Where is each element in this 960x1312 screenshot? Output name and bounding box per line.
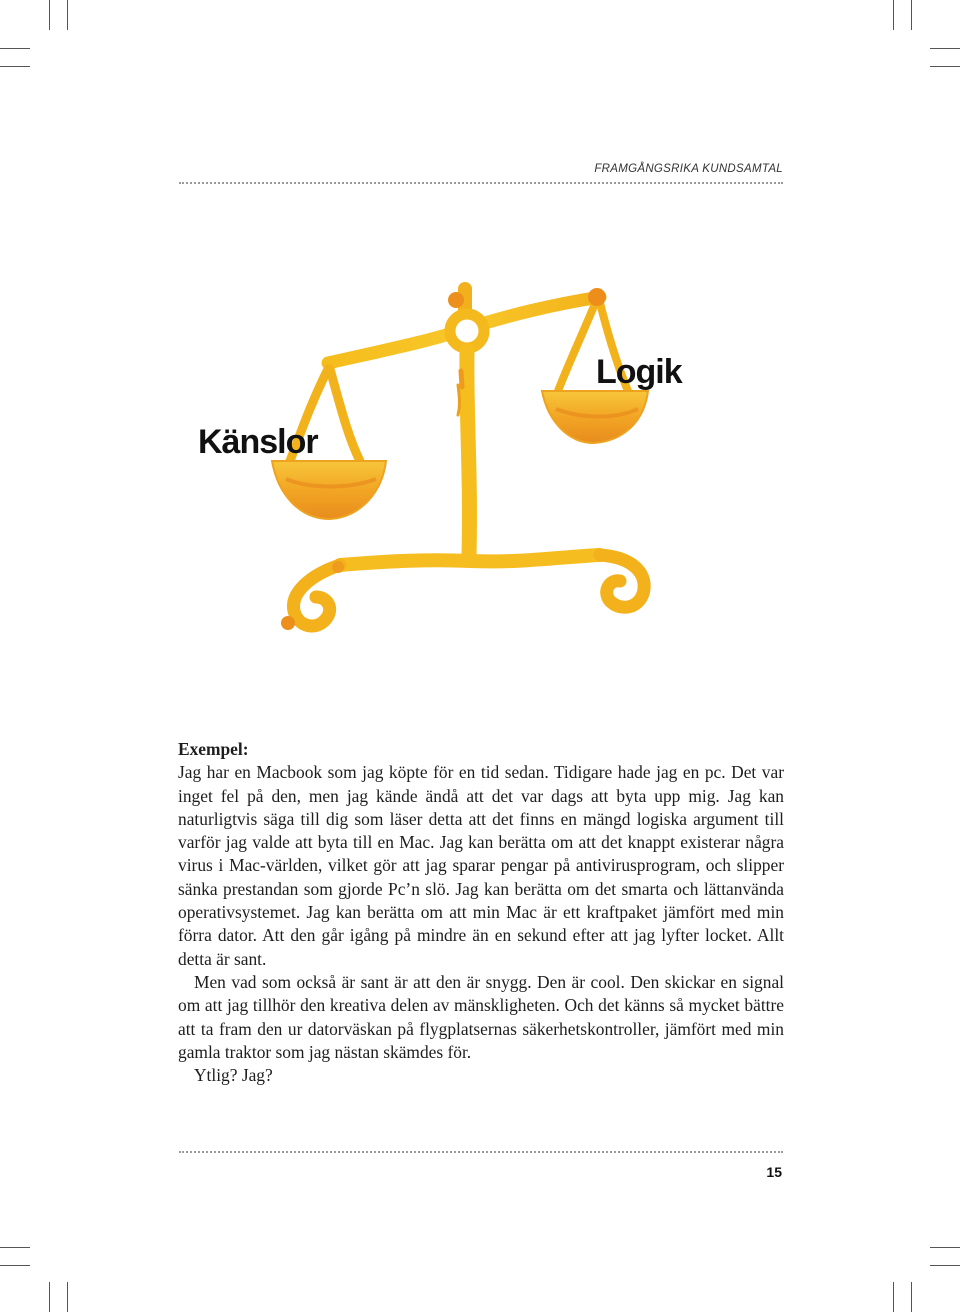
left-scroll	[293, 565, 340, 626]
crop-mark	[893, 0, 894, 30]
running-head: FRAMGÅNGSRIKA KUNDSAMTAL	[594, 163, 783, 175]
crop-mark	[911, 1282, 912, 1312]
paragraph: Jag har en Macbook som jag köpte för en tid sedan. Tidigare hade jag en pc. Det var inget fel på den, men jag kände ändå att det var dags att byta upp mig. Jag kan naturligtvis säga till dig som läser detta att det finns en mängd logiska argument till varför jag valde att byta till en Mac. Jag kan berätta om att det knappt existerar några virus i Mac-världen, vilket gör att jag sparar pengar på antivirusprogram, och slipper sänka prestandan som gjorde Pc’n slö. Jag kan berätta om det smarta och lättanvända operativsystemet. Jag kan berätta om att min Mac är ett kraftpaket jämfört med min förra dator. Att den går igång på mindre än en sekund efter att jag lyfter locket. Allt detta är sant.	[178, 762, 784, 969]
crop-mark	[930, 48, 960, 49]
footer-rule	[179, 1151, 783, 1153]
left-bowl	[272, 461, 386, 519]
crop-mark	[49, 0, 50, 30]
scale-pillar	[467, 351, 470, 557]
header-rule	[179, 182, 783, 184]
right-label: Logik	[596, 353, 682, 391]
crop-mark	[0, 1265, 30, 1266]
balance-scale-illustration	[190, 275, 710, 655]
page-number: 15	[766, 1164, 782, 1180]
crop-mark	[49, 1282, 50, 1312]
crop-mark	[893, 1282, 894, 1312]
crop-mark	[0, 48, 30, 49]
section-heading: Exempel:	[178, 739, 249, 759]
paragraph: Ytlig? Jag?	[194, 1065, 273, 1086]
right-string	[558, 299, 597, 391]
crop-mark	[930, 1247, 960, 1248]
left-label: Känslor	[198, 423, 318, 461]
crop-mark	[930, 66, 960, 67]
balance-scale-icon	[281, 288, 644, 630]
crop-mark	[930, 1265, 960, 1266]
crop-mark	[67, 0, 68, 30]
crop-mark	[67, 1282, 68, 1312]
paragraph: Men vad som också är sant är att den är snygg. Den är cool. Den skickar en signal om att jag tillhör den kreativa delen av mänskligheten. Och det känns så mycket bättre att ta fram den ur datorväskan på flygplatsernas säkerhetskontroller, jämfört med min gamla traktor som jag nästan skämdes för.	[178, 971, 784, 1062]
body-text	[178, 738, 784, 1087]
left-string	[330, 369, 360, 461]
crop-mark	[0, 1247, 30, 1248]
scale-ring	[450, 314, 484, 348]
right-scroll	[600, 555, 644, 607]
crop-mark	[0, 66, 30, 67]
scale-base	[340, 555, 600, 565]
crop-mark	[911, 0, 912, 30]
